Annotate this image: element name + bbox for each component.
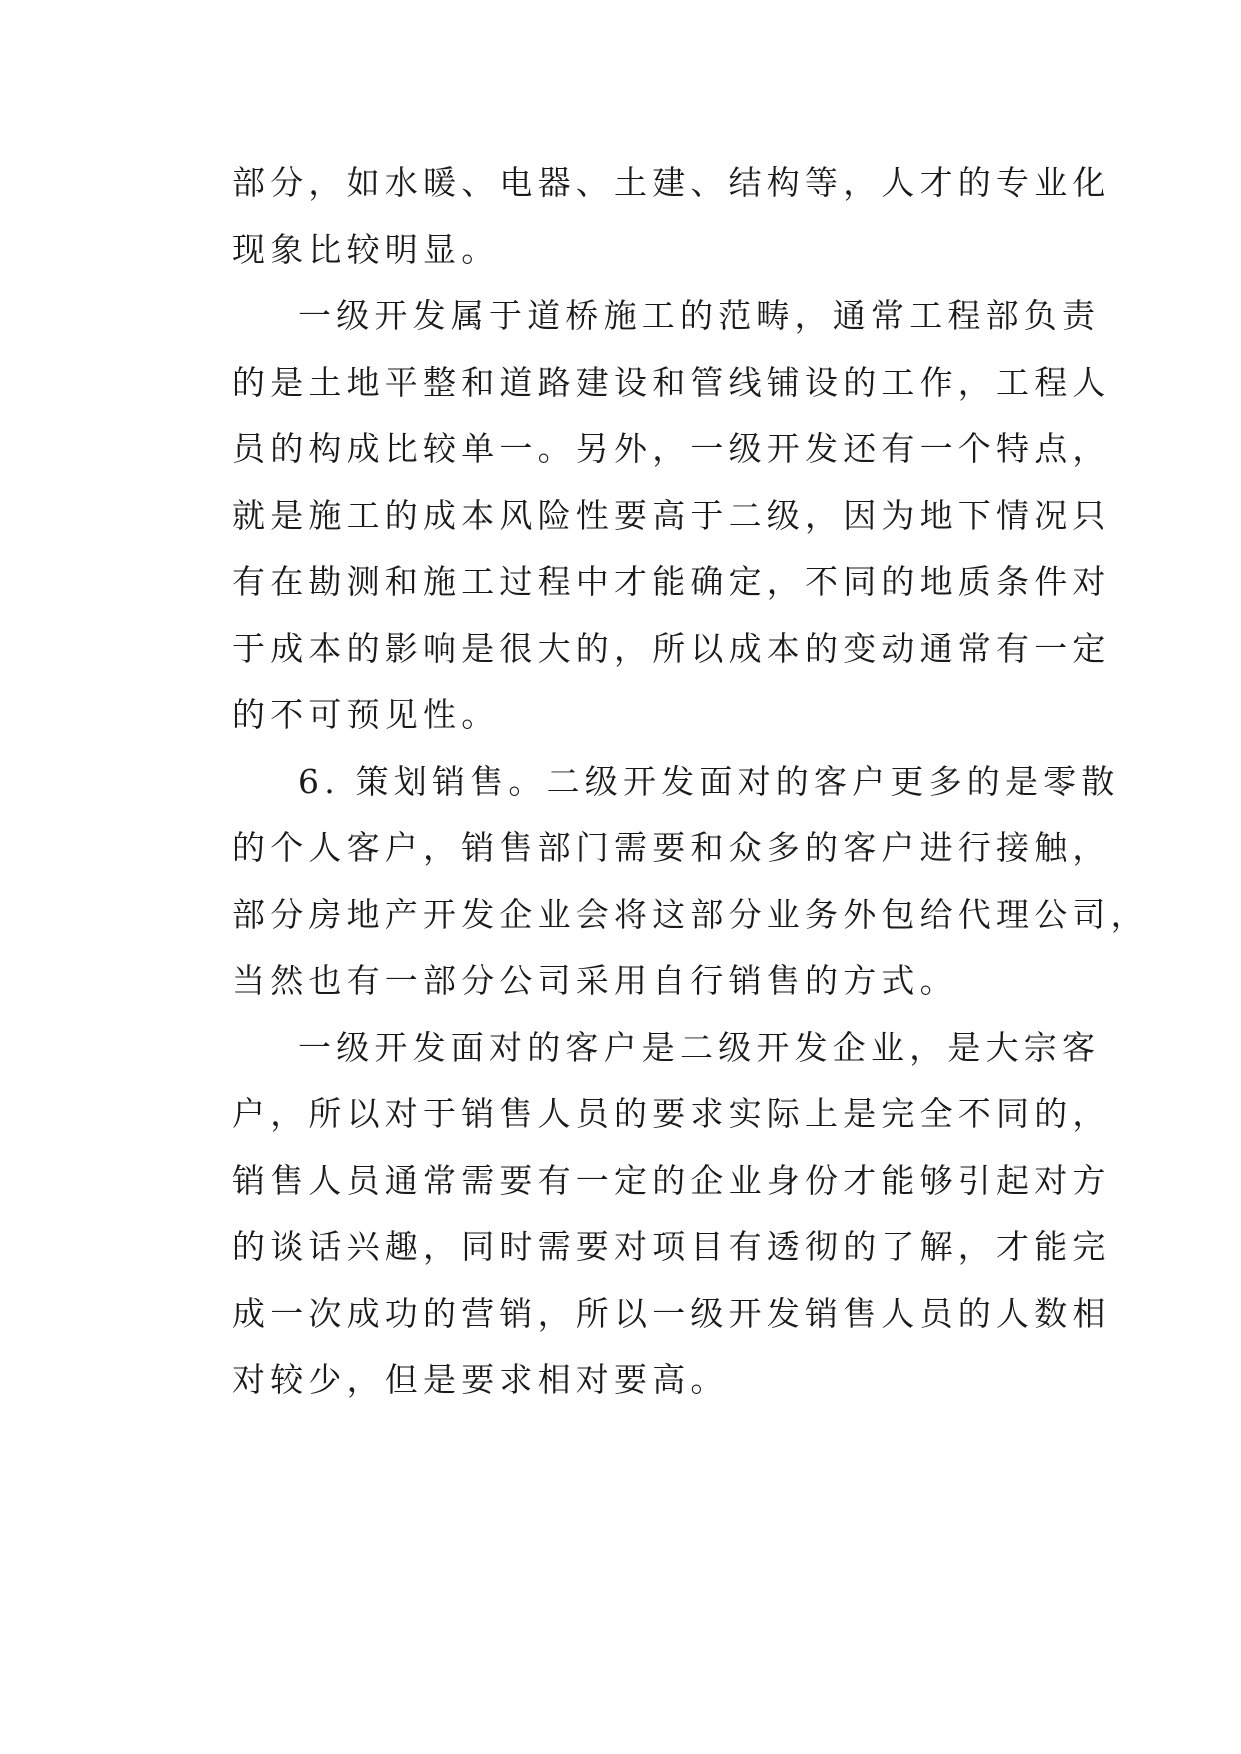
text-line: 销售人员通常需要有一定的企业身份才能够引起对方 <box>232 1160 1111 1200</box>
text-line: 户，所以对于销售人员的要求实际上是完全不同的， <box>232 1094 1111 1133</box>
text-line: 有在勘测和施工过程中才能确定，不同的地质条件对 <box>232 562 1111 601</box>
text-line: 一级开发属于道桥施工的范畴，通常工程部负责 <box>298 296 1101 335</box>
paragraph <box>232 283 1111 749</box>
text-line: 对较少，但是要求相对要高。 <box>232 1360 729 1399</box>
text-line: 一级开发面对的客户是二级开发企业，是大宗客 <box>298 1027 1101 1067</box>
text-line: 现象比较明显。 <box>232 229 500 269</box>
paragraph <box>232 749 1149 1015</box>
text-line: 部分房地产开发企业会将这部分业务外包给代理公司， <box>232 894 1149 934</box>
document-body <box>232 150 1149 1414</box>
text-line: 的不可预见性。 <box>232 695 500 734</box>
text-line: 当然也有一部分公司采用自行销售的方式。 <box>232 961 958 1000</box>
text-line: 6. 策划销售。二级开发面对的客户更多的是零散 <box>298 761 1120 801</box>
text-line: 成一次成功的营销，所以一级开发销售人员的人数相 <box>232 1293 1111 1333</box>
text-line: 员的构成比较单一。另外，一级开发还有一个特点， <box>232 429 1111 468</box>
text-line: 的谈话兴趣，同时需要对项目有透彻的了解，才能完 <box>232 1227 1111 1266</box>
text-line: 部分，如水暖、电器、土建、结构等，人才的专业化 <box>232 163 1111 202</box>
paragraph <box>232 150 1111 283</box>
text-line: 就是施工的成本风险性要高于二级，因为地下情况只 <box>232 495 1111 535</box>
text-line: 的是土地平整和道路建设和管线铺设的工作，工程人 <box>232 362 1111 402</box>
text-line: 于成本的影响是很大的，所以成本的变动通常有一定 <box>232 628 1111 668</box>
paragraph <box>232 1015 1111 1414</box>
text-line: 的个人客户，销售部门需要和众多的客户进行接触， <box>232 828 1111 867</box>
